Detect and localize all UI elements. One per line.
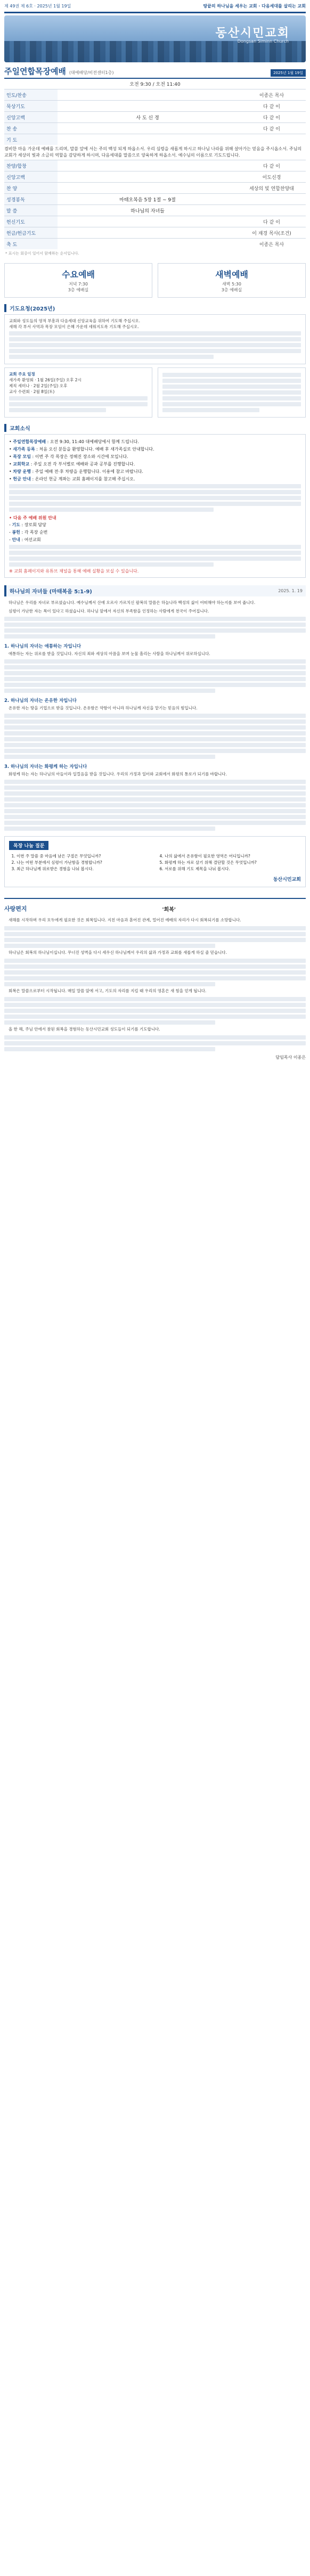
prayer-line: 새해 각 부서 사역과 목장 모임이 은혜 가운데 세워지도록 기도해 주십시오. xyxy=(9,324,139,329)
text-block xyxy=(4,970,306,975)
order-row xyxy=(4,171,306,183)
text-block xyxy=(4,1035,306,1040)
news-item-label: 안내 xyxy=(12,537,20,542)
worship-title xyxy=(4,66,114,77)
order-label: 찬양/합창 xyxy=(4,160,58,171)
order-value xyxy=(58,171,238,183)
text-block xyxy=(9,343,301,347)
news-item: • 차량 운행 : 주일 예배 전·후 차량을 운행합니다. 이용에 참고 바랍니다. xyxy=(9,469,143,474)
sharing-item: 5. 화평케 하는 자로 살기 위해 결단할 것은 무엇입니까? xyxy=(165,860,301,866)
text-block xyxy=(4,677,306,681)
order-value: 사 도 신 경 xyxy=(58,112,238,123)
news-item-text: 오전 9:30, 11:40 대예배당에서 함께 드립니다. xyxy=(50,439,139,444)
news-section xyxy=(4,424,306,578)
text-block xyxy=(4,982,215,986)
sharing-title: 목장 나눔 질문 xyxy=(9,841,48,850)
order-row xyxy=(4,227,306,239)
service-times xyxy=(4,263,306,298)
order-row xyxy=(4,101,306,112)
prayer-request-section xyxy=(4,304,306,418)
text-block xyxy=(9,557,301,561)
worship-subtitle: (대예배당/비전센터1층) xyxy=(69,70,114,75)
order-value xyxy=(58,134,238,145)
news-item-text: 여선교회 xyxy=(24,537,41,542)
text-block xyxy=(4,719,306,724)
order-value xyxy=(58,101,238,112)
order-person xyxy=(238,194,306,205)
text-block xyxy=(4,731,306,735)
order-label: 축 도 xyxy=(4,239,58,250)
order-label: 신앙고백 xyxy=(4,112,58,123)
text-block xyxy=(9,408,106,412)
text-block xyxy=(4,791,306,796)
text-block xyxy=(9,496,301,500)
sharing-questions xyxy=(4,836,306,887)
order-person: 이종은 목사 xyxy=(238,89,306,101)
text-block xyxy=(4,737,306,741)
text-block xyxy=(4,755,215,759)
news-item-text: 주일 오전 각 부서별로 예배와 공과 공부를 진행합니다. xyxy=(33,462,135,467)
text-block xyxy=(4,659,306,664)
order-person: 이종은 목사 xyxy=(238,239,306,250)
text-block xyxy=(4,1009,306,1013)
order-person: 다 같 이 xyxy=(238,101,306,112)
text-block xyxy=(162,385,301,389)
order-value xyxy=(58,183,238,194)
text-block xyxy=(4,743,306,747)
text-block xyxy=(9,396,148,400)
sermon-article xyxy=(4,600,306,831)
column-paragraph: 올 한 해, 주님 안에서 참된 회복을 경험하는 동산시민교회 성도들이 되기를 기도합니다. xyxy=(9,1027,160,1032)
text-block xyxy=(4,964,306,969)
text-block xyxy=(4,809,306,813)
text-block xyxy=(9,331,301,336)
service-time: 저녁 7:30 xyxy=(69,282,88,287)
sermon-paragraph: 온유한 자는 땅을 기업으로 받을 것입니다. 온유함은 약함이 아니라 하나님께 자신을 맡기는 믿음의 힘입니다. xyxy=(9,706,198,710)
sermon-header xyxy=(4,585,306,596)
text-block xyxy=(4,944,215,948)
text-block xyxy=(4,1047,215,1051)
sharing-grid xyxy=(9,853,301,872)
column-paragraph: 회복은 말씀으로부터 시작됩니다. 매일 말씀 앞에 서고, 기도의 자리를 지킬 때 우리의 영혼은 새 힘을 얻게 됩니다. xyxy=(9,988,207,993)
schedule-columns xyxy=(4,367,306,418)
text-block xyxy=(4,926,306,930)
sharing-item: 3. 최근 하나님께 위로받은 경험을 나눠 봅시다. xyxy=(17,866,153,872)
prayer-line: 교회와 성도들의 영적 부흥과 다음세대 신앙교육을 위하여 기도해 주십시오. xyxy=(9,318,141,323)
order-value xyxy=(58,227,238,239)
service-dawn xyxy=(158,263,306,298)
text-block xyxy=(4,1020,215,1025)
sermon-title-text: 하나님의 자녀들 xyxy=(10,589,48,595)
text-block xyxy=(4,683,306,687)
sermon-paragraph: 하나님은 우리를 자녀로 부르셨습니다. 예수님께서 산에 오르사 가르치신 팔복의 말씀은 하늘나라 백성의 삶이 어떠해야 하는지를 보여 줍니다. xyxy=(9,600,256,605)
news-highlight: ※ 교회 홈페이지와 유튜브 채널을 통해 예배 실황을 보실 수 있습니다. xyxy=(9,569,139,574)
order-person: 다 같 이 xyxy=(238,216,306,227)
order-row xyxy=(4,194,306,205)
order-note: * 표시는 회중이 일어서 함께하는 순서입니다. xyxy=(5,251,79,256)
text-block xyxy=(4,997,306,1001)
text-block xyxy=(4,780,306,784)
text-block xyxy=(4,1015,306,1019)
sermon-heading: 3. 하나님의 자녀는 화평케 하는 자입니다 xyxy=(4,764,87,770)
text-block xyxy=(4,932,306,936)
order-label: 말 씀 xyxy=(4,205,58,216)
text-block xyxy=(9,551,301,555)
news-item-text: 온라인 헌금 계좌는 교회 홈페이지를 참고해 주십시오. xyxy=(35,477,135,481)
text-block xyxy=(4,623,306,627)
order-person xyxy=(238,205,306,216)
prayer-request-box xyxy=(4,314,306,364)
text-block xyxy=(4,827,215,831)
news-item: • 목장 모임 : 이번 주 각 목장은 정해진 장소와 시간에 모입니다. xyxy=(9,454,128,459)
date-badge: 2025년 1월 19일 xyxy=(271,69,306,77)
sharing-list-right xyxy=(157,853,301,872)
text-block xyxy=(162,379,301,383)
schedule-item: 제직 세미나 · 2월 2일(주일) 오후 xyxy=(9,383,68,388)
order-label: 인도/찬송 xyxy=(4,89,58,101)
order-value: 하나님의 자녀들 xyxy=(58,205,238,216)
sharing-item: 2. 나는 어떤 부분에서 심령이 가난함을 경험합니까? xyxy=(17,860,153,866)
news-item: • 교회학교 : 주일 오전 각 부서별로 예배와 공과 공부를 진행합니다. xyxy=(9,462,135,467)
order-person: 다 같 이 xyxy=(238,160,306,171)
order-row xyxy=(4,160,306,171)
news-item: - 기도 : 장로회 담당 xyxy=(9,522,46,527)
info-box xyxy=(158,367,306,418)
sermon-paragraph: 애통하는 자는 위로를 받을 것입니다. 자신의 죄와 세상의 아픔을 보며 눈물 흘리는 사람을 하나님께서 위로하십니다. xyxy=(9,651,210,656)
sermon-heading: 1. 하나님의 자녀는 애통하는 자입니다 xyxy=(4,644,81,649)
order-label: 기 도 xyxy=(4,134,58,145)
text-block xyxy=(4,714,306,718)
news-item: • 헌금 안내 : 온라인 헌금 계좌는 교회 홈페이지를 참고해 주십시오. xyxy=(9,477,135,481)
order-row xyxy=(4,123,306,134)
church-name: 동산시민교회 xyxy=(215,27,290,40)
news-item-label: 주일연합목장예배 xyxy=(13,439,46,444)
order-label: 헌금/헌금기도 xyxy=(4,227,58,239)
order-label: 찬 송 xyxy=(4,123,58,134)
church-english-name: Dongsan Siminn Church xyxy=(237,39,289,44)
news-item: - 봉헌 : 각 목장 순번 xyxy=(9,530,48,535)
service-name: 수요예배 xyxy=(62,269,95,280)
sharing-item: 4. 나의 삶에서 온유함이 필요한 영역은 어디입니까? xyxy=(165,853,301,860)
bulletin-page xyxy=(4,0,306,1060)
text-block xyxy=(4,1003,306,1007)
service-wednesday xyxy=(4,263,152,298)
column-paragraph: 새해를 시작하며 우리 모두에게 필요한 것은 회복입니다. 지친 마음과 흩어진 관계, 멀어진 예배의 자리가 다시 회복되기를 소망합니다. xyxy=(9,918,241,922)
news-subheading: • 다음 주 예배 위원 안내 xyxy=(9,516,56,520)
schedule-box xyxy=(4,367,152,418)
news-item-label: 교회학교 xyxy=(13,462,30,467)
news-item-label: 차량 운행 xyxy=(13,469,31,474)
text-block xyxy=(162,408,259,412)
worship-title-text: 주일연합목장예배 xyxy=(4,67,66,76)
text-block xyxy=(4,634,215,639)
service-time: 새벽 5:30 xyxy=(222,282,241,287)
column-title: '회복' xyxy=(162,906,176,913)
schedule-item: 교사 수련회 · 2월 8일(토) xyxy=(9,389,55,394)
order-person: 다 같 이 xyxy=(238,123,306,134)
text-block xyxy=(9,337,301,341)
sermon-reference: (마태복음 5:1-9) xyxy=(49,589,92,595)
order-value xyxy=(58,89,238,101)
order-row xyxy=(4,134,306,145)
news-box xyxy=(4,434,306,578)
order-person: 세상의 빛 연합찬양대 xyxy=(238,183,306,194)
sharing-item: 1. 이번 주 말씀 중 마음에 남은 구절은 무엇입니까? xyxy=(17,853,153,860)
text-block xyxy=(162,373,301,377)
prayer-request-title: 기도요청(2025년) xyxy=(4,304,306,312)
news-item-text: 이번 주 각 목장은 정해진 장소와 시간에 모입니다. xyxy=(35,454,128,459)
text-block xyxy=(4,725,306,730)
text-block xyxy=(9,402,148,406)
hero-banner xyxy=(4,15,306,62)
column-label: 사랑편지 xyxy=(4,905,27,912)
text-block xyxy=(9,349,301,353)
news-item-label: 새가족 등록 xyxy=(13,447,35,452)
text-block xyxy=(9,508,214,512)
issue-label: 제 49권 제 6호 · 2025년 1월 19일 xyxy=(4,3,71,9)
text-block xyxy=(4,689,215,693)
text-block xyxy=(162,396,301,400)
worship-order-table xyxy=(4,89,306,145)
top-bar xyxy=(4,0,306,13)
text-block xyxy=(4,815,306,819)
prayer-text: 겸비한 마음 가운데 예배를 드리며, 말씀 앞에 서는 주의 백성 되게 하옵소서. 우리 심령을 새롭게 하시고 하나님 나라를 위해 살아가는 믿음을 주시옵소서. 주님의 교회가 세상의 빛과 소금의 역할을 감당하게 하시며, 다음세대를 말씀으로 양육하게 하옵소서. 예수님의 이름으로 기도드립니다. xyxy=(4,146,302,158)
column-body xyxy=(4,917,306,1051)
order-person xyxy=(238,134,306,145)
news-item-text: 장로회 담당 xyxy=(24,522,46,527)
worship-order-table-2 xyxy=(4,160,306,249)
news-item-label: 헌금 안내 xyxy=(13,477,31,481)
text-block xyxy=(4,976,306,980)
text-block xyxy=(4,665,306,669)
order-row xyxy=(4,89,306,101)
order-row xyxy=(4,216,306,227)
schedule-item: 새가족 환영회 · 1월 26일(주일) 오후 2시 xyxy=(9,378,81,382)
news-item: • 주일연합목장예배 : 오전 9:30, 11:40 대예배당에서 함께 드립니다. xyxy=(9,439,139,444)
text-block xyxy=(9,484,301,488)
worship-header xyxy=(4,66,306,79)
sharing-list-left xyxy=(9,853,153,872)
news-item-text: 처음 오신 분들을 환영합니다. 예배 후 새가족실로 안내합니다. xyxy=(39,447,154,452)
order-row xyxy=(4,239,306,250)
sermon-date: 2025. 1. 19 xyxy=(278,588,303,593)
city-skyline-image xyxy=(4,41,306,62)
service-name: 새벽예배 xyxy=(215,269,248,280)
news-item: • 새가족 등록 : 처음 오신 분들을 환영합니다. 예배 후 새가족실로 안내합니다. xyxy=(9,447,154,452)
text-block xyxy=(4,1041,306,1045)
worship-time: 오전 9:30 / 오전 11:40 xyxy=(129,82,181,87)
order-value xyxy=(58,216,238,227)
order-label: 신앙고백 xyxy=(4,171,58,183)
sermon-title xyxy=(10,587,92,595)
text-block xyxy=(4,628,306,633)
text-block xyxy=(4,671,306,675)
sermon-heading: 2. 하나님의 자녀는 온유한 자입니다 xyxy=(4,698,77,704)
order-label: 성경봉독 xyxy=(4,194,58,205)
order-person: 이도신경 xyxy=(238,171,306,183)
order-row xyxy=(4,183,306,194)
order-row xyxy=(4,205,306,216)
service-place: 3층 예배실 xyxy=(68,288,89,292)
text-block xyxy=(162,390,301,395)
text-block xyxy=(9,545,301,549)
order-value xyxy=(58,239,238,250)
column-signature: 담임목사 이종은 xyxy=(275,1055,306,1060)
news-item-text: 주일 예배 전·후 차량을 운행합니다. 이용에 참고 바랍니다. xyxy=(35,469,143,474)
order-row xyxy=(4,112,306,123)
order-person: 이 재경 목사(조건) xyxy=(238,227,306,239)
order-value xyxy=(58,160,238,171)
pastor-column xyxy=(4,898,306,1060)
order-value: 마태오복음 5장 1절 ~ 9절 xyxy=(58,194,238,205)
text-block xyxy=(4,959,306,963)
order-person: 다 같 이 xyxy=(238,112,306,123)
text-block xyxy=(9,562,214,567)
order-value xyxy=(58,123,238,134)
text-block xyxy=(4,938,306,942)
service-place: 3층 예배실 xyxy=(221,288,242,292)
church-logo: 동산시민교회 xyxy=(273,877,301,882)
text-block xyxy=(9,490,301,494)
text-block xyxy=(4,749,306,753)
news-item-text: 각 목장 순번 xyxy=(24,530,48,535)
news-title: 교회소식 xyxy=(4,424,306,432)
sermon-paragraph: 심령이 가난한 자는 복이 있다고 하셨습니다. 하나님 앞에서 자신의 부족함을 인정하는 사람에게 천국이 주어집니다. xyxy=(9,609,209,614)
text-block xyxy=(4,797,306,802)
schedule-title: 교회 주요 일정 xyxy=(9,372,35,377)
order-label: 묵상기도 xyxy=(4,101,58,112)
text-block xyxy=(4,803,306,807)
news-item-label: 봉헌 xyxy=(12,530,20,535)
church-slogan: 땅끝의 하나님을 세우는 교회 · 다음세대를 살리는 교회 xyxy=(203,3,306,9)
text-block xyxy=(4,617,306,621)
news-item-label: 기도 xyxy=(12,522,20,527)
text-block xyxy=(4,821,306,825)
text-block xyxy=(4,786,306,790)
order-label: 찬 양 xyxy=(4,183,58,194)
text-block xyxy=(9,355,214,359)
order-label: 헌신기도 xyxy=(4,216,58,227)
sharing-item: 6. 서로를 위해 기도 제목을 나눠 봅시다. xyxy=(165,866,301,872)
column-header xyxy=(4,904,306,913)
sermon-paragraph: 화평케 하는 자는 하나님의 아들이라 일컬음을 받을 것입니다. 우리의 가정과 일터와 교회에서 화평의 통로가 되기를 바랍니다. xyxy=(9,772,227,776)
news-item: - 안내 : 여선교회 xyxy=(9,537,41,542)
news-item-label: 목장 모임 xyxy=(13,454,31,459)
column-paragraph: 하나님은 회복의 하나님이십니다. 무너진 성벽을 다시 세우신 하나님께서 우리의 삶과 가정과 교회를 새롭게 하실 줄 믿습니다. xyxy=(9,950,227,955)
text-block xyxy=(162,402,301,406)
text-block xyxy=(9,502,301,506)
